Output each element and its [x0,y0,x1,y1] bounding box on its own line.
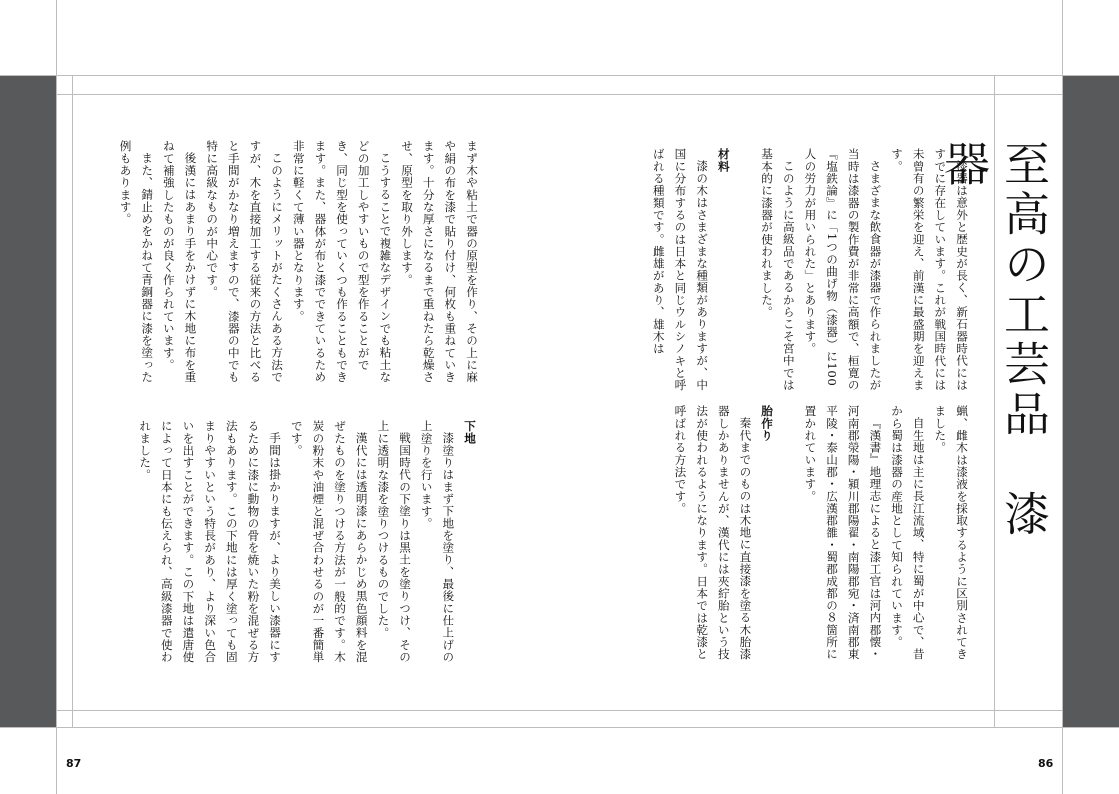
top-margin-line [56,94,1062,95]
left-side-band [0,75,56,727]
bottom-trim-line [0,727,1119,728]
paragraph: 手間は掛かりますが、より美しい漆器にするために漆に動物の骨を焼いた粉を混ぜる方法もあります。この下地には厚く塗っても固まりやすいという特長があり、より深い色合いを出すことができます。この下地は遣唐使によって日本にも伝えられ、高級漆器で使われました。 [138,420,283,663]
section-heading-shitaji: 下地 [463,420,477,445]
left-upper-text [92,140,482,392]
paragraph: まず木や粘土で器の原型を作り、その上に麻や絹の布を漆で貼り付け、何枚も重ねていきます。十分な厚さになるまで重ねたら乾燥させ、原型を取り外します。 [400,140,479,383]
paragraph: 『漢書』地理志によると漆工官は河内郡懐・河南郡滎陽・潁川郡陽翟・南陽郡宛・済南郡東平陵・泰山郡・広漢郡雒・蜀郡成都の８箇所に置かれています。 [803,405,883,661]
right-page-number: 86 [1038,757,1054,770]
paragraph: こうすることで複雑なデザインでも粘土などの加工しやすいもので型を作ることができ、同じ型を使っていくつも作ることもできます。また、器体が布と漆でできているため非常に軽くて薄い器となります。 [291,140,393,383]
right-trim-line [1062,0,1063,794]
left-margin-line [72,75,73,727]
continued-paragraph: 蝋、雌木は漆液を採取するように区別されてきました。 [933,405,969,661]
top-trim-line [0,75,1119,76]
paragraph: 漆塗りはまず下地を塗り、最後に仕上げの上塗りを行います。 [419,420,456,663]
section-gap [734,148,756,392]
intro-paragraph: 漆器は意外と歴史が長く、新石器時代にはすでに存在しています。これが戦国時代には未曾有の繁栄を迎え、前漢に最盛期を迎えます。 [890,148,969,391]
paragraph: 後漢にはあまり手をかけずに木地に布を重ねて補強したものが良く作られています。 [161,140,198,383]
paragraph: また、錆止めをかねて青銅器に漆を塗った例もあります。 [118,140,155,383]
paragraph: 漆の木はさまざまな種類がありますが、中国に分布するのは日本と同じウルシノキと呼ばれる種類です。雌雄があり、雄木は [651,148,710,391]
paragraph: 秦代までのものは木地に直接漆を塗る木胎漆器しかありませんが、漢代には夾紵胎という技法が使われるようになります。日本では乾漆と呼ばれる方法です。 [673,405,753,661]
paragraph: 漢代には透明漆にあらかじめ黒色顔料を混ぜたものを塗りつける方法が一般的です。木炭の粉末や油煙と混ぜ合わせるのが一番簡単です。 [289,420,369,663]
section-heading-taitsukuri: 胎作り [760,405,775,442]
section-heading-material: 材料 [716,148,731,173]
page-title: 至高の工芸品 漆器 [937,140,1051,540]
section-gap [777,405,799,667]
paragraph: このように高級品であるからこそ宮中では基本的に漆器が使われました。 [760,148,796,391]
paragraph: さまざまな飲食器が漆器で作られましたが当時は漆器の製作費が非常に高額で、桓寛の『塩鉄論』に「1つの曲げ物（漆器）に100人の労力が用いられた」とあります。 [803,148,883,391]
paragraph: このようにメリットがたくさんある方法ですが、木を直接加工する従来の方法と比べると手間がかなり増えますので、漆器の中でも特に高級なものが中心です。 [205,140,285,383]
bottom-margin-line [56,710,1062,711]
right-lower-text [640,405,972,667]
paragraph: 戦国時代の下塗りは黒土を塗りつけ、その上に透明な漆を塗りつけるものでした。 [376,420,413,663]
paragraph: 自生地は主に長江流域、特に蜀が中心で、昔から蜀は漆器の産地として知られています。 [890,405,926,660]
right-side-band [1062,75,1119,727]
right-upper-text [640,148,972,392]
left-lower-text [114,420,480,670]
left-page-number: 87 [66,757,82,770]
left-trim-line [56,0,57,794]
